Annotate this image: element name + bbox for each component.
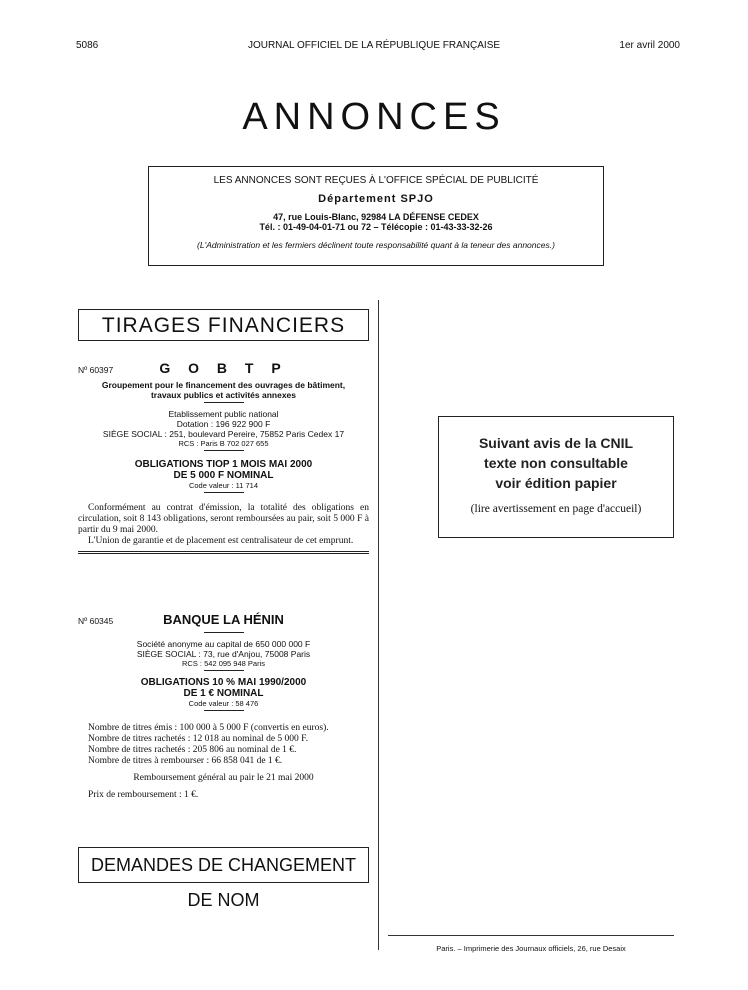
notice-name: BANQUE LA HÉNIN bbox=[163, 612, 284, 627]
journal-title: JOURNAL OFFICIEL DE LA RÉPUBLIQUE FRANÇAISE bbox=[247, 40, 501, 51]
info-address: 47, rue Louis-Blanc, 92984 LA DÉFENSE CEDEX bbox=[273, 212, 479, 222]
notice-number: Nº 60345 bbox=[78, 616, 114, 626]
code-valeur: Code valeur : 11 714 bbox=[188, 481, 259, 490]
siege-social: SIÈGE SOCIAL : 73, rue d'Anjou, 75008 Paris bbox=[136, 649, 311, 659]
rule bbox=[204, 670, 244, 671]
titres-line: Nombre de titres rachetés : 205 806 au nominal de 1 €. bbox=[88, 745, 297, 755]
obligation-title: DE 5 000 F NOMINAL bbox=[173, 470, 274, 481]
section-heading-tirages: TIRAGES FINANCIERS bbox=[78, 309, 369, 341]
cnil-line: voir édition papier bbox=[495, 475, 617, 491]
prix-remboursement: Prix de remboursement : 1 €. bbox=[88, 790, 199, 800]
notice-body: Conformément au contrat d'émission, la totalité des obligations en circulation, soit 8 143 obligations, seront remboursées au pair, soit 5 000 F à partir du 9 mai 2000. bbox=[78, 503, 369, 535]
titres-line: Nombre de titres rachetés : 12 018 au nominal de 5 000 F. bbox=[88, 734, 309, 744]
column-divider bbox=[378, 300, 379, 950]
cnil-line: texte non consultable bbox=[484, 455, 628, 471]
remboursement: Remboursement général au pair le 21 mai 2000 bbox=[133, 773, 314, 783]
rule bbox=[204, 450, 244, 451]
notice-subtitle: travaux publics et activités annexes bbox=[150, 390, 297, 400]
obligation-title: OBLIGATIONS 10 % MAI 1990/2000 bbox=[140, 677, 307, 688]
section-heading-demandes: DEMANDES DE CHANGEMENT DE NOM bbox=[78, 847, 369, 883]
notice-name: G O B T P bbox=[159, 360, 288, 376]
obligation-title: DE 1 € NOMINAL bbox=[183, 688, 264, 699]
org-type: Etablissement public national bbox=[168, 409, 279, 419]
notice-number: Nº 60397 bbox=[78, 365, 114, 375]
separator bbox=[78, 551, 369, 554]
info-contacts: Tél. : 01-49-04-01-71 ou 72 – Télécopie : 01-43-33-32-26 bbox=[259, 222, 493, 232]
siege-social: SIÈGE SOCIAL : 251, boulevard Pereire, 75852 Paris Cedex 17 bbox=[102, 429, 345, 439]
capital: Dotation : 196 922 900 F bbox=[176, 419, 271, 429]
notice-subtitle: Groupement pour le financement des ouvrages de bâtiment, bbox=[101, 380, 346, 390]
rule bbox=[204, 492, 244, 493]
titres-line: Nombre de titres émis : 100 000 à 5 000 F (convertis en euros). bbox=[88, 723, 329, 733]
rule bbox=[204, 632, 244, 633]
capital: Société anonyme au capital de 650 000 000 F bbox=[136, 639, 311, 649]
notice-banque-la-henin bbox=[78, 612, 369, 801]
cnil-note: (lire avertissement en page d'accueil) bbox=[470, 503, 642, 515]
printer-footer: Paris. – Imprimerie des Journaux officiels, 26, rue Desaix bbox=[436, 944, 626, 953]
rcs: RCS : 542 095 948 Paris bbox=[182, 659, 265, 668]
issue-date: 1er avril 2000 bbox=[619, 40, 680, 51]
info-line: LES ANNONCES SONT REÇUES À L'OFFICE SPÉCIAL DE PUBLICITÉ bbox=[213, 175, 539, 186]
info-box bbox=[148, 166, 604, 266]
notice-gobtp bbox=[78, 360, 369, 554]
code-valeur: Code valeur : 58 476 bbox=[188, 699, 259, 708]
cnil-line: Suivant avis de la CNIL bbox=[478, 435, 634, 451]
cnil-notice-box bbox=[438, 416, 674, 538]
rcs: RCS : Paris B 702 027 655 bbox=[178, 439, 269, 448]
obligation-title: OBLIGATIONS TIOP 1 MOIS MAI 2000 bbox=[134, 459, 313, 470]
footer-rule bbox=[388, 935, 674, 936]
page-number: 5086 bbox=[76, 40, 99, 51]
info-department: Département SPJO bbox=[318, 193, 434, 205]
titres-line: Nombre de titres à rembourser : 66 858 041 de 1 €. bbox=[88, 756, 283, 766]
rule bbox=[204, 710, 244, 711]
notice-body: L'Union de garantie et de placement est centralisateur de cet emprunt. bbox=[88, 536, 354, 546]
annonces-banner: ANNONCES bbox=[242, 96, 506, 138]
info-disclaimer: (L'Administration et les fermiers déclinent toute responsabilité quant à la teneur des annonces.) bbox=[197, 240, 555, 250]
rule bbox=[204, 402, 244, 403]
